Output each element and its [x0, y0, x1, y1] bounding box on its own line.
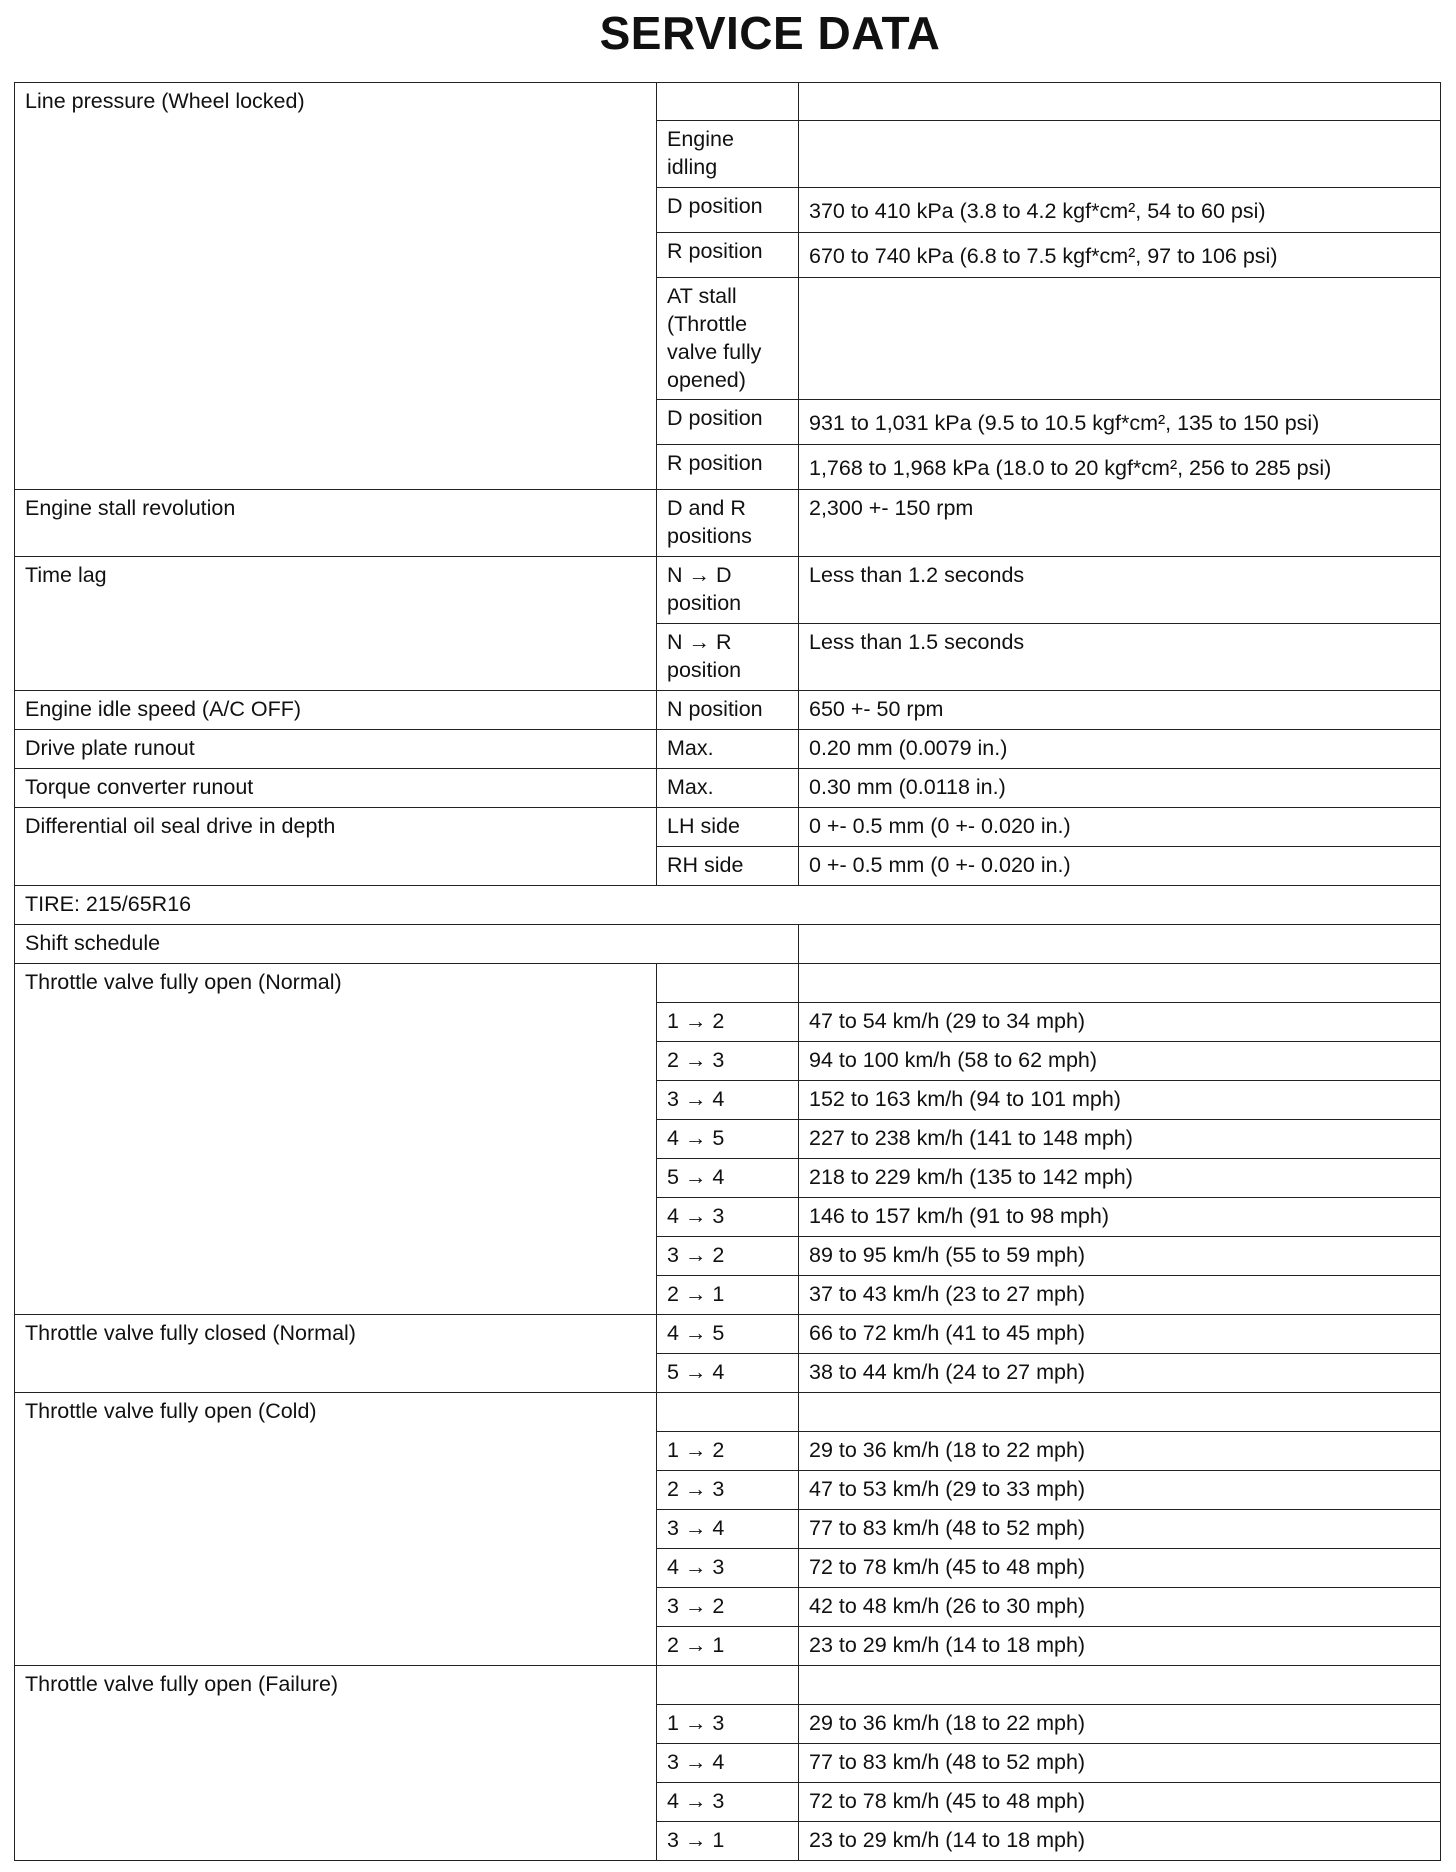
- speed-cell: 218 to 229 km/h (135 to 142 mph): [799, 1159, 1441, 1198]
- value-cell: 650 +- 50 rpm: [799, 691, 1441, 730]
- speed-cell: 89 to 95 km/h (55 to 59 mph): [799, 1237, 1441, 1276]
- item-label: Torque converter runout: [15, 769, 657, 808]
- service-data-table: [14, 82, 1441, 1861]
- table-row: [15, 1666, 1441, 1705]
- shift-cell: 4 → 5: [657, 1120, 799, 1159]
- line-pressure-label: Line pressure (Wheel locked): [15, 83, 657, 490]
- value-cell: Less than 1.5 seconds: [799, 624, 1441, 691]
- speed-cell: 29 to 36 km/h (18 to 22 mph): [799, 1432, 1441, 1471]
- open-failure-label: Throttle valve fully open (Failure): [15, 1666, 657, 1861]
- speed-cell: 23 to 29 km/h (14 to 18 mph): [799, 1822, 1441, 1861]
- speed-cell: 66 to 72 km/h (41 to 45 mph): [799, 1315, 1441, 1354]
- item-label: Engine idle speed (A/C OFF): [15, 691, 657, 730]
- shift-cell: 1 → 3: [657, 1705, 799, 1744]
- at-stall-label: AT stall (Throttle valve fully opened): [657, 278, 799, 400]
- condition-cell: R position: [657, 233, 799, 278]
- condition-cell: N → D position: [657, 557, 799, 624]
- value-cell: 1,768 to 1,968 kPa (18.0 to 20 kgf*cm², 256 to 285 psi): [799, 445, 1441, 490]
- speed-cell: 77 to 83 km/h (48 to 52 mph): [799, 1510, 1441, 1549]
- shift-cell: 4 → 5: [657, 1315, 799, 1354]
- item-label: Time lag: [15, 557, 657, 691]
- speed-cell: 47 to 54 km/h (29 to 34 mph): [799, 1003, 1441, 1042]
- speed-cell: 47 to 53 km/h (29 to 33 mph): [799, 1471, 1441, 1510]
- table-row: [15, 557, 1441, 624]
- condition-cell: RH side: [657, 847, 799, 886]
- open-normal-label: Throttle valve fully open (Normal): [15, 964, 657, 1315]
- item-label: Differential oil seal drive in depth: [15, 808, 657, 886]
- open-cold-label: Throttle valve fully open (Cold): [15, 1393, 657, 1666]
- speed-cell: 72 to 78 km/h (45 to 48 mph): [799, 1549, 1441, 1588]
- shift-cell: 1 → 2: [657, 1003, 799, 1042]
- shift-cell: 2 → 1: [657, 1627, 799, 1666]
- value-cell: 0 +- 0.5 mm (0 +- 0.020 in.): [799, 808, 1441, 847]
- table-row: [15, 691, 1441, 730]
- table-row: [15, 1315, 1441, 1354]
- value-cell: 670 to 740 kPa (6.8 to 7.5 kgf*cm², 97 to 106 psi): [799, 233, 1441, 278]
- engine-idling-label: Engine idling: [657, 121, 799, 188]
- speed-cell: 38 to 44 km/h (24 to 27 mph): [799, 1354, 1441, 1393]
- shift-cell: 4 → 3: [657, 1549, 799, 1588]
- value-cell: 370 to 410 kPa (3.8 to 4.2 kgf*cm², 54 to 60 psi): [799, 188, 1441, 233]
- table-row: [15, 925, 1441, 964]
- page-title: SERVICE DATA: [599, 7, 941, 59]
- shift-cell: 3 → 4: [657, 1744, 799, 1783]
- speed-cell: 77 to 83 km/h (48 to 52 mph): [799, 1744, 1441, 1783]
- speed-cell: 29 to 36 km/h (18 to 22 mph): [799, 1705, 1441, 1744]
- shift-cell: 5 → 4: [657, 1354, 799, 1393]
- item-label: Engine stall revolution: [15, 490, 657, 557]
- value-cell: 0.20 mm (0.0079 in.): [799, 730, 1441, 769]
- table-row: [15, 1393, 1441, 1432]
- table-row: [15, 490, 1441, 557]
- shift-cell: 5 → 4: [657, 1159, 799, 1198]
- condition-cell: D position: [657, 400, 799, 445]
- speed-cell: 42 to 48 km/h (26 to 30 mph): [799, 1588, 1441, 1627]
- table-row: [15, 83, 1441, 121]
- tire-size: TIRE: 215/65R16: [15, 886, 1441, 925]
- speed-cell: 227 to 238 km/h (141 to 148 mph): [799, 1120, 1441, 1159]
- shift-cell: 1 → 2: [657, 1432, 799, 1471]
- shift-schedule-label: Shift schedule: [15, 925, 799, 964]
- speed-cell: 23 to 29 km/h (14 to 18 mph): [799, 1627, 1441, 1666]
- table-row: [15, 886, 1441, 925]
- value-cell: 931 to 1,031 kPa (9.5 to 10.5 kgf*cm², 135 to 150 psi): [799, 400, 1441, 445]
- condition-cell: Max.: [657, 730, 799, 769]
- condition-cell: N position: [657, 691, 799, 730]
- shift-cell: 3 → 2: [657, 1588, 799, 1627]
- shift-cell: 3 → 4: [657, 1510, 799, 1549]
- condition-cell: D position: [657, 188, 799, 233]
- speed-cell: 152 to 163 km/h (94 to 101 mph): [799, 1081, 1441, 1120]
- shift-cell: 3 → 4: [657, 1081, 799, 1120]
- value-cell: 0 +- 0.5 mm (0 +- 0.020 in.): [799, 847, 1441, 886]
- shift-cell: 2 → 1: [657, 1276, 799, 1315]
- condition-cell: Max.: [657, 769, 799, 808]
- shift-cell: 4 → 3: [657, 1198, 799, 1237]
- item-label: Drive plate runout: [15, 730, 657, 769]
- condition-cell: D and R positions: [657, 490, 799, 557]
- shift-cell: 3 → 1: [657, 1822, 799, 1861]
- shift-cell: 2 → 3: [657, 1471, 799, 1510]
- condition-cell: R position: [657, 445, 799, 490]
- value-cell: 2,300 +- 150 rpm: [799, 490, 1441, 557]
- table-row: [15, 808, 1441, 847]
- speed-cell: 94 to 100 km/h (58 to 62 mph): [799, 1042, 1441, 1081]
- speed-cell: 146 to 157 km/h (91 to 98 mph): [799, 1198, 1441, 1237]
- closed-normal-label: Throttle valve fully closed (Normal): [15, 1315, 657, 1393]
- table-row: [15, 964, 1441, 1003]
- table-row: [15, 769, 1441, 808]
- speed-cell: 37 to 43 km/h (23 to 27 mph): [799, 1276, 1441, 1315]
- shift-cell: 3 → 2: [657, 1237, 799, 1276]
- shift-cell: 2 → 3: [657, 1042, 799, 1081]
- condition-cell: LH side: [657, 808, 799, 847]
- speed-cell: 72 to 78 km/h (45 to 48 mph): [799, 1783, 1441, 1822]
- value-cell: Less than 1.2 seconds: [799, 557, 1441, 624]
- condition-cell: N → R position: [657, 624, 799, 691]
- table-row: [15, 730, 1441, 769]
- value-cell: 0.30 mm (0.0118 in.): [799, 769, 1441, 808]
- shift-cell: 4 → 3: [657, 1783, 799, 1822]
